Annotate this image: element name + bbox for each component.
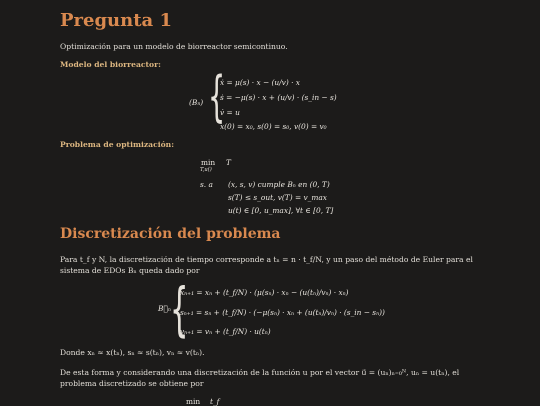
paragraph-1-line-1: Para t_f y N, la discretización de tiempo corresponde a tₙ = n · t_f/N, y un paso del método de Euler para el [60, 255, 473, 264]
paragraph-1-line-2: sistema de EDOs Bₙ queda dado por [60, 266, 200, 275]
discrete-eq-2: sₙ₊₁ = sₙ + (t_f/N) · (−μ(sₙ) · xₙ + (u(tₙ)/vₙ) · (s_in − sₙ)) [180, 308, 385, 317]
model-brace: { [208, 65, 226, 128]
intro-paragraph: Optimización para un modelo de biorreactor semicontinuo. [60, 42, 288, 51]
opt-min-sub: T,u() [200, 167, 212, 173]
opt-constraint-3: u(t) ∈ [0, u_max], ∀t ∈ [0, T] [228, 206, 334, 215]
model-eq-3: v̇ = u [220, 108, 240, 117]
paragraph-3-line-1: De esta forma y considerando una discretización de la función u por el vector u⃗ = (uₙ)ₙ₌₀ᴺ, uₙ = u(tₙ), el [60, 368, 460, 377]
discrete-label: B⃗ₙ [158, 304, 171, 313]
discrete-eq-3: vₙ₊₁ = vₙ + (t_f/N) · u(tₙ) [180, 327, 271, 336]
paragraph-3-line-2: problema discretizado se obtiene por [60, 379, 204, 388]
optimization-heading: Problema de optimización: [60, 140, 175, 149]
paragraph-2: Donde xₙ ≈ x(tₙ), sₙ ≈ s(tₙ), vₙ ≈ v(tₙ). [60, 348, 205, 357]
page-title: Pregunta 1 [60, 10, 172, 31]
opt-objective: T [226, 158, 231, 167]
final-objective: t_f [210, 397, 220, 406]
opt-constraint-2: s(T) ≤ s_out, v(T) = v_max [228, 193, 327, 202]
final-min: min [186, 397, 201, 406]
opt-subject-to: s. a [200, 180, 213, 189]
discrete-eq-1: xₙ₊₁ = xₙ + (t_f/N) · (μ(sₙ) · xₙ − (u(tₙ)/vₙ) · xₙ) [180, 288, 349, 297]
model-eq-2: ṡ = −μ(s) · x + (u/v) · (s_in − s) [220, 93, 337, 102]
model-eq-4: x(0) = x₀, s(0) = s₀, v(0) = v₀ [220, 122, 327, 131]
section-heading-discretization: Discretización del problema [60, 226, 281, 242]
model-label: (Bₙ) [189, 98, 204, 107]
opt-constraint-1: (x, s, v) cumple Bₙ en (0, T) [228, 180, 330, 189]
model-heading: Modelo del biorreactor: [60, 60, 161, 69]
opt-min: min [201, 158, 216, 167]
discrete-brace: { [170, 275, 189, 343]
model-eq-1: ẋ = μ(s) · x − (u/v) · x [220, 78, 300, 87]
